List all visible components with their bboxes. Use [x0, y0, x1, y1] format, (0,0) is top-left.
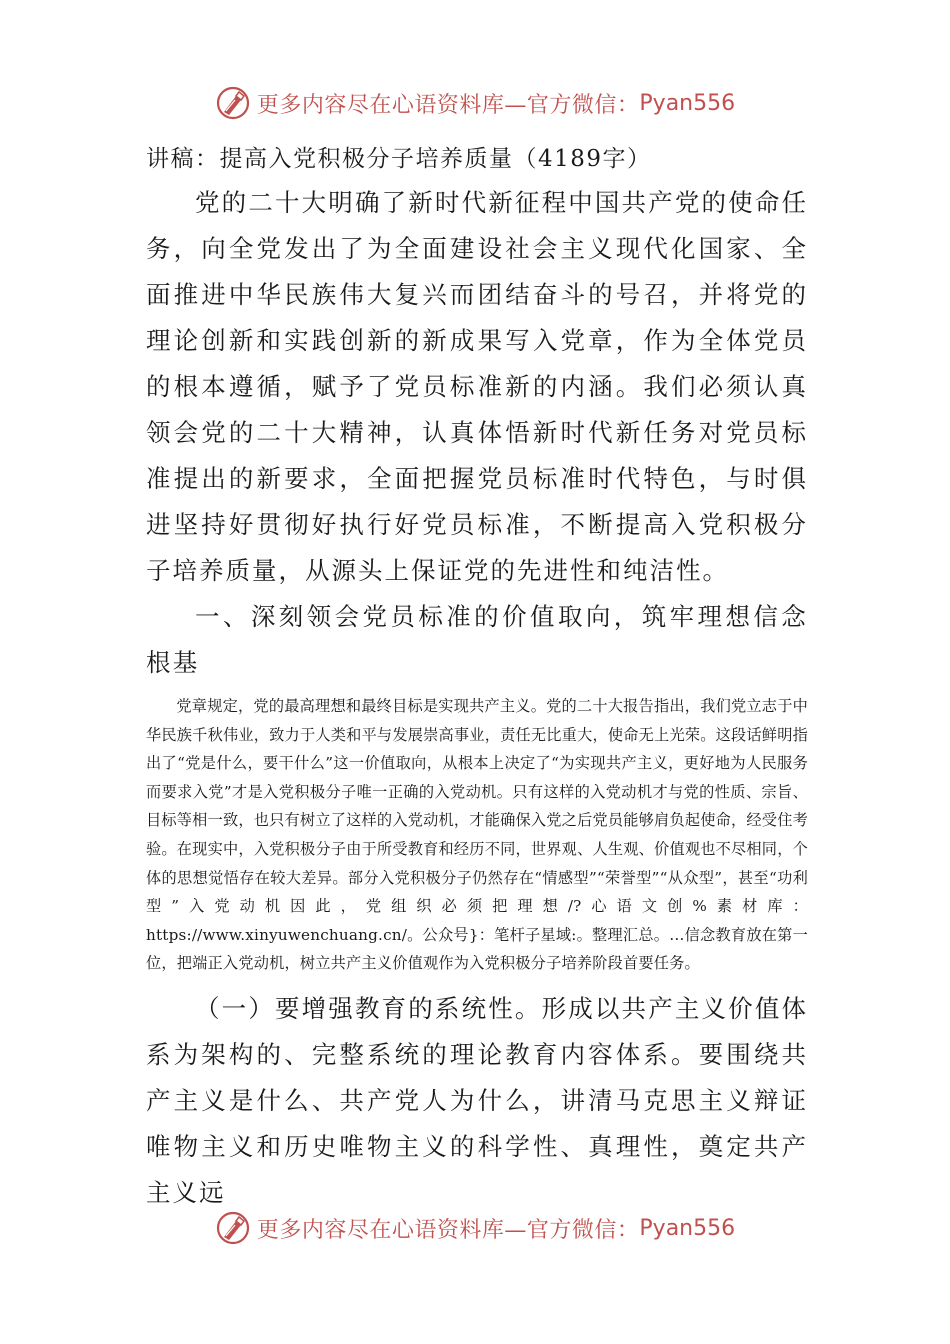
paragraph-subsection-1: （一）要增强教育的系统性。形成以共产主义价值体系为架构的、完整系统的理论教育内容体系。要围绕共产主义是什么、共产党人为什么，讲清马克思主义辩证唯物主义和历史唯物主义的科学性、真理性，奠定共产主义远	[146, 993, 808, 1207]
banner-wechat-id: Pyan556	[639, 90, 736, 116]
paragraph-small: 党章规定，党的最高理想和最终目标是实现共产主义。党的二十大报告指出，我们党立志于中华民族千秋伟业，致力于人类和平与发展崇高事业，责任无比重大，使命无上光荣。这段话鲜明指出了“党是什么，要干什么”这一价值取向，从根本上决定了“为实现共产主义，更好地为人民服务而要求入党”才是入党积极分子唯一正确的入党动机。只有这样的入党动机才与党的性质、宗旨、目标等相一致，也只有树立了这样的入党动机，才能确保入党之后党员能够肩负起使命，经受住考验。在现实中，入党积极分子由于所受教育和经历不同，世界观、人生观、价值观也不尽相同，个体的思想觉悟存在较大差异。部分入党积极分子仍然存在“情感型”“荣誉型”“从众型”，甚至“功利型”入党动机因此，党组织必须把理想/?心语文创%素材库：https://www.xinyuwenchuang.cn/。公众号}：笔杆子星域:。整理汇总。…信念教育放在第一位，把端正入党动机，树立共产主义价值观作为入党积极分子培养阶段首要任务。	[146, 697, 808, 973]
banner-text: 更多内容尽在心语资料库—官方微信：	[256, 92, 640, 118]
section-heading-1: 一、深刻领会党员标准的价值取向，筑牢理想信念根基	[146, 602, 808, 677]
header-banner	[0, 80, 950, 126]
pen-nib-logo-icon	[215, 1210, 251, 1246]
paragraph-intro: 党的二十大明确了新时代新征程中国共产党的使命任务，向全党发出了为全面建设社会主义现代化国家、全面推进中华民族伟大复兴而团结奋斗的号召，并将党的理论创新和实践创新的新成果写入党章，作为全体党员的根本遵循，赋予了党员标准新的内涵。我们必须认真领会党的二十大精神，认真体悟新时代新任务对党员标准提出的新要求，全面把握党员标准时代特色，与时俱进坚持好贯彻好执行好党员标准，不断提高入党积极分子培养质量，从源头上保证党的先进性和纯洁性。	[146, 188, 808, 585]
document-body	[146, 138, 808, 1216]
pen-nib-logo-icon	[215, 85, 251, 121]
document-title: 讲稿：提高入党积极分子培养质量（4189字）	[146, 146, 652, 172]
footer-banner	[0, 1205, 950, 1251]
footer-banner-text: 更多内容尽在心语资料库—官方微信：	[256, 1217, 640, 1243]
footer-banner-wechat-id: Pyan556	[639, 1215, 736, 1241]
